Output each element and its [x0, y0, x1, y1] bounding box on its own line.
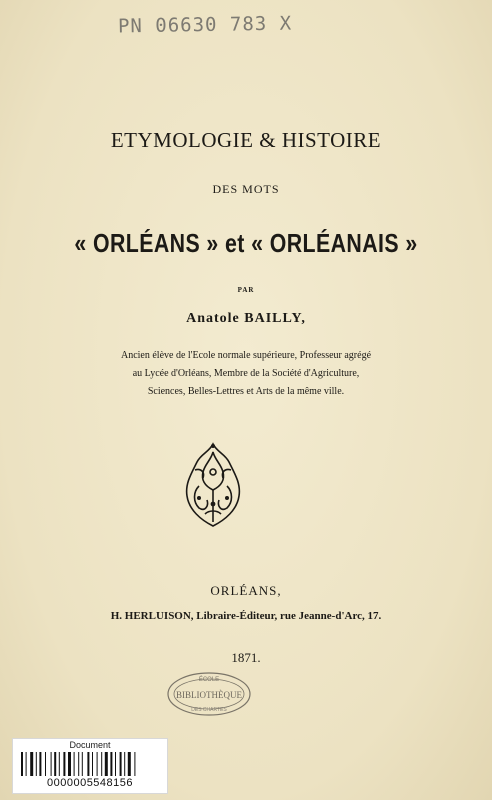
stamp-bottom-text: DES CHARTES — [191, 707, 227, 713]
affiliation-line: Sciences, Belles-Lettres et Arts de la même ville. — [147, 386, 345, 397]
author-name: Anatole BAILLY, — [186, 311, 306, 326]
library-stamp — [166, 670, 252, 718]
affiliation-line: Ancien élève de l'Ecole normale supérieure, Professeur agrégé — [120, 350, 372, 361]
handwritten-shelfmark: PN 06630 783 X — [117, 12, 293, 38]
imprint-year: 1871. — [231, 650, 261, 665]
stamp-middle-text: BIBLIOTHÈQUE — [176, 690, 242, 700]
affiliation-line: au Lycée d'Orléans, Membre de la Société d'Agriculture, — [132, 368, 360, 379]
barcode-bars — [21, 752, 159, 776]
title-line-2: DES MOTS — [212, 182, 280, 196]
barcode-number: 0000005548156 — [46, 777, 134, 789]
imprint-city: ORLÉANS, — [210, 583, 282, 598]
stamp-top-text: ÉCOLE — [198, 677, 220, 683]
by-label: PAR — [237, 286, 255, 294]
title-line-3: « ORLÉANS » et « ORLÉANAIS » — [74, 228, 418, 258]
title-line-1: ETYMOLOGIE & HISTOIRE — [110, 128, 382, 152]
fleuron-ornament-icon — [179, 440, 247, 530]
barcode-caption: Document — [69, 740, 111, 750]
imprint-publisher: H. HERLUISON, Libraire-Éditeur, rue Jeanne-d'Arc, 17. — [110, 610, 382, 622]
author-affiliation — [0, 347, 492, 401]
barcode-label — [12, 738, 168, 794]
